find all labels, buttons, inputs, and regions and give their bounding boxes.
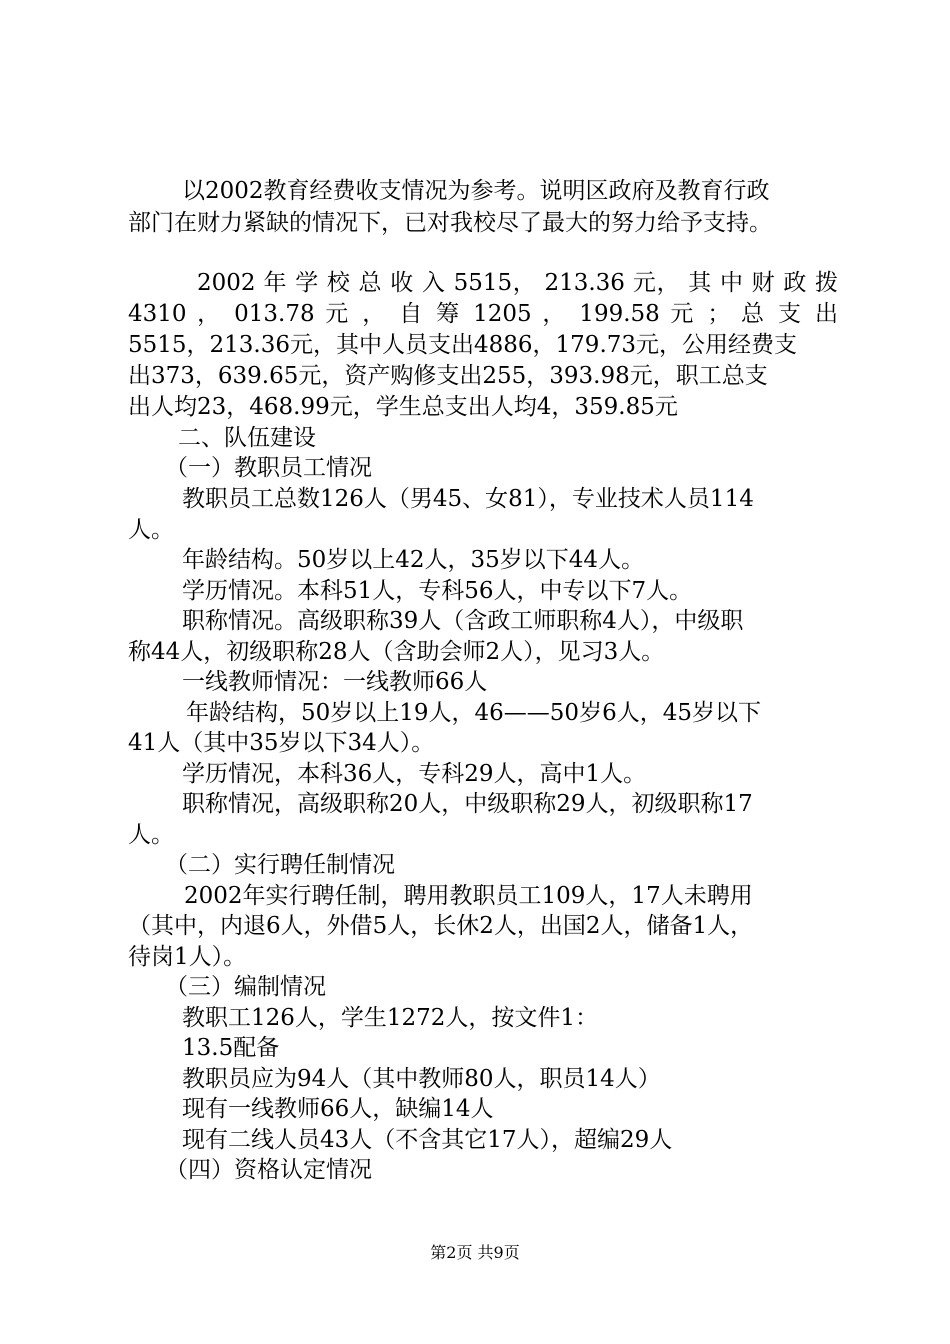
- subsection-heading: （四）资格认定情况: [165, 1157, 372, 1183]
- text-line: 职称情况。高级职称39人（含政工师职称4人），中级职: [182, 608, 744, 634]
- text-line: （其中，内退6人，外借5人，长休2人，出国2人，储备1人，: [128, 913, 754, 939]
- subsection-heading: （一）教职员工情况: [165, 455, 372, 481]
- text-line: 称44人，初级职称28人（含助会师2人），见习3人。: [128, 639, 665, 665]
- subsection-heading: （三）编制情况: [165, 974, 326, 1000]
- text-line: 教职员工总数126人（男45、女81），专业技术人员114: [182, 486, 754, 512]
- text-line: 学历情况。本科51人，专科56人，中专以下7人。: [182, 578, 693, 604]
- text-line: 2002 年 学 校 总 收 入 5515， 213.36 元， 其 中 财 政 拨: [197, 270, 838, 296]
- subsection-heading: （二）实行聘任制情况: [165, 852, 395, 878]
- section-heading: 二、队伍建设: [178, 425, 316, 451]
- text-line: 学历情况，本科36人，专科29人，高中1人。: [182, 761, 647, 787]
- text-line: 现有二线人员43人（不含其它17人），超编29人: [182, 1127, 673, 1153]
- text-line: 部门在财力紧缺的情况下，已对我校尽了最大的努力给予支持。: [128, 210, 772, 236]
- text-line: 2002年实行聘任制，聘用教职员工109人，17人未聘用: [184, 883, 753, 909]
- text-line: 13.5配备: [182, 1035, 280, 1061]
- text-line: 教职员应为94人（其中教师80人，职员14人）: [182, 1066, 661, 1092]
- page-footer: 第2页 共9页: [430, 1243, 520, 1262]
- text-line: 年龄结构。50岁以上42人，35岁以下44人。: [182, 547, 645, 573]
- text-line: 出人均23，468.99元，学生总支出人均4，359.85元: [128, 394, 678, 420]
- text-line: 教职工126人，学生1272人，按文件1：: [182, 1005, 599, 1031]
- text-line: 一线教师情况：一线教师66人: [182, 669, 488, 695]
- text-line: 出373，639.65元，资产购修支出255，393.98元，职工总支: [128, 363, 768, 389]
- text-line: 待岗1人）。: [128, 944, 247, 970]
- text-line: 4310 ， 013.78 元 ， 自 筹 1205 ， 199.58 元 ； 总 支 出: [128, 301, 838, 327]
- text-line: 年龄结构，50岁以上19人，46——50岁6人，45岁以下: [186, 700, 761, 726]
- text-line: 41人（其中35岁以下34人）。: [128, 730, 435, 756]
- text-line: 5515，213.36元，其中人员支出4886，179.73元，公用经费支: [128, 332, 798, 358]
- text-line: 以2002教育经费收支情况为参考。说明区政府及教育行政: [182, 178, 770, 204]
- text-line: 现有一线教师66人，缺编14人: [182, 1096, 494, 1122]
- text-line: 人。: [128, 822, 174, 848]
- text-line: 职称情况，高级职称20人，中级职称29人，初级职称17: [182, 791, 753, 817]
- text-line: 人。: [128, 517, 174, 543]
